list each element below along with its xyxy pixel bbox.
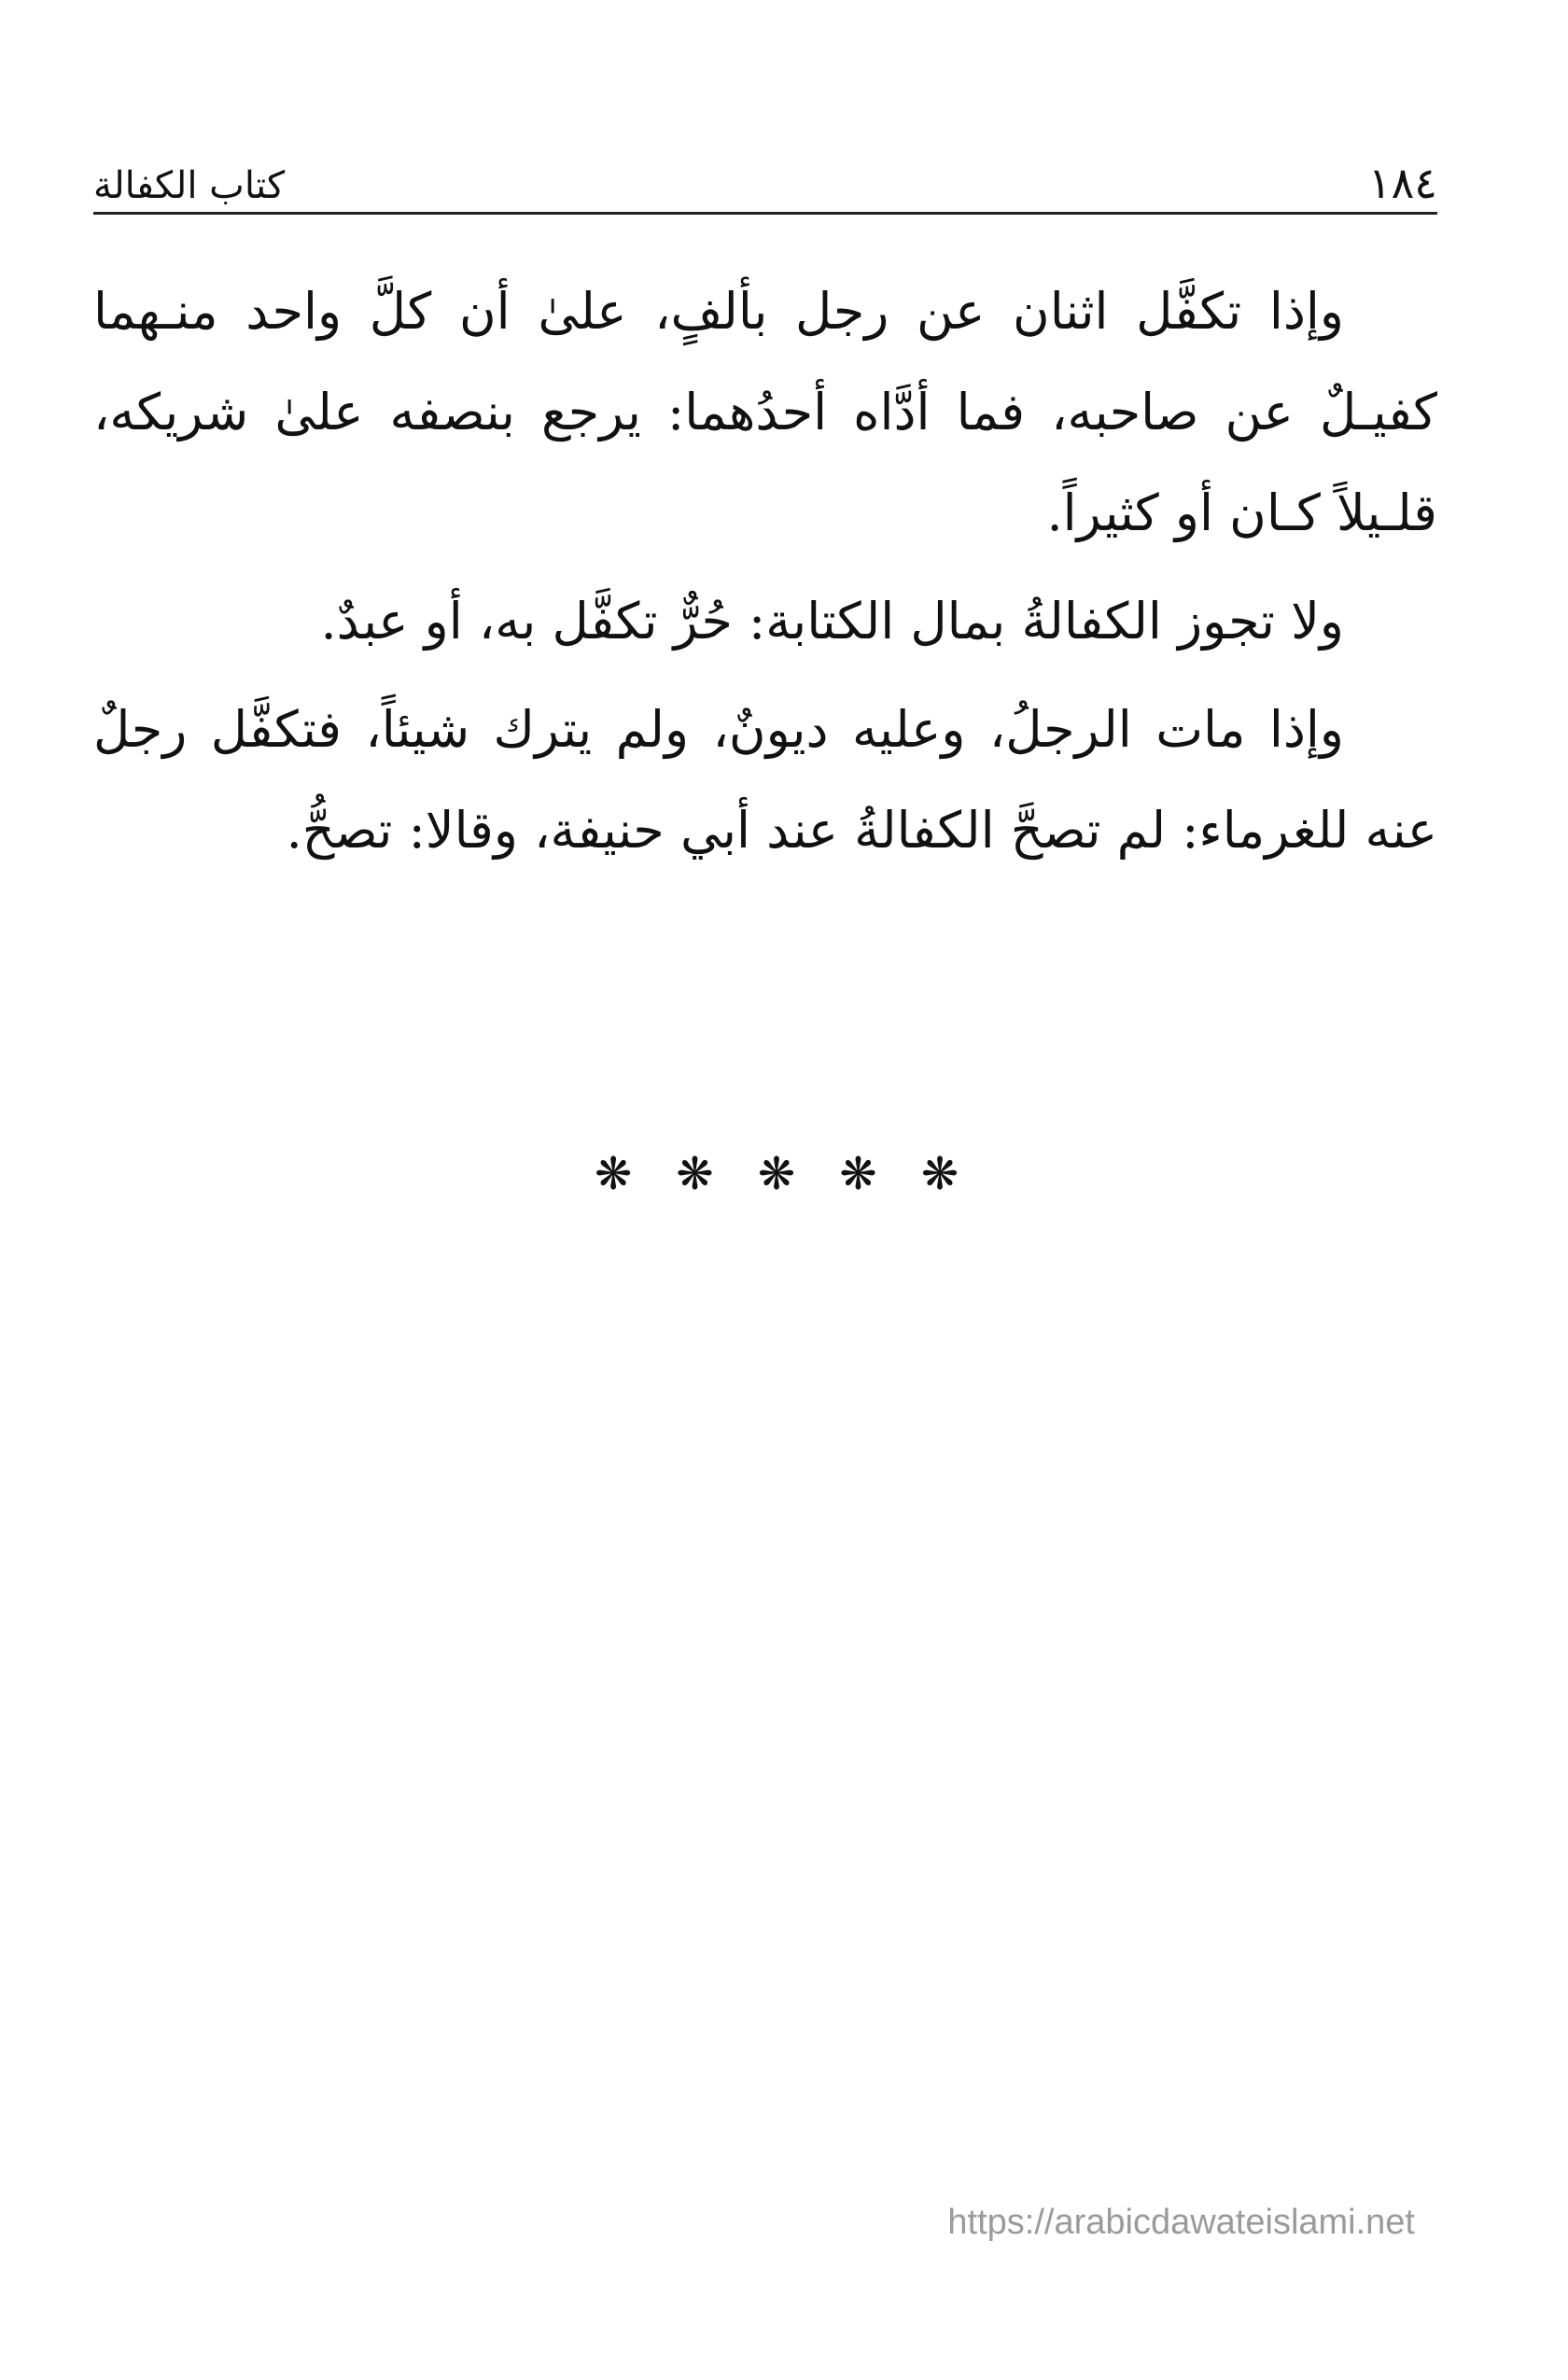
paragraph-kitaba-surety: ولا تجوز الكفالةُ بمال الكتابة: حُرٌّ تكفَّل به، أو عبدٌ. bbox=[320, 592, 1344, 651]
paragraph-joint-surety: وإذا تكفَّل اثنان عن رجل بألفٍ، علىٰ أن كلَّ واحد منـهما كفيـلٌ عن صاحبه، فما أدَّاه أحدُهما: يرجع بنصفه علىٰ شريكه، قلـيلاً كـان أو كثيراً. bbox=[93, 282, 1437, 542]
source-watermark: https://arabicdawateislami.net bbox=[947, 2203, 1415, 2242]
section-separator: ❋ ❋ ❋ ❋ ❋ bbox=[594, 1148, 974, 1200]
page-number: ١٨٤ bbox=[1367, 158, 1437, 208]
paragraph-deceased-debtor: وإذا مات الرجلُ، وعليه ديونٌ، ولم يترك شيئاً، فتكفَّل رجلٌ عنه للغرماء: لم تصحَّ الكفالةُ عند أبي حنيفة، وقالا: تصحُّ. bbox=[93, 700, 1437, 860]
chapter-title: كتاب الكفالة bbox=[93, 164, 286, 207]
body-text bbox=[93, 261, 1437, 889]
running-header bbox=[93, 140, 1437, 215]
